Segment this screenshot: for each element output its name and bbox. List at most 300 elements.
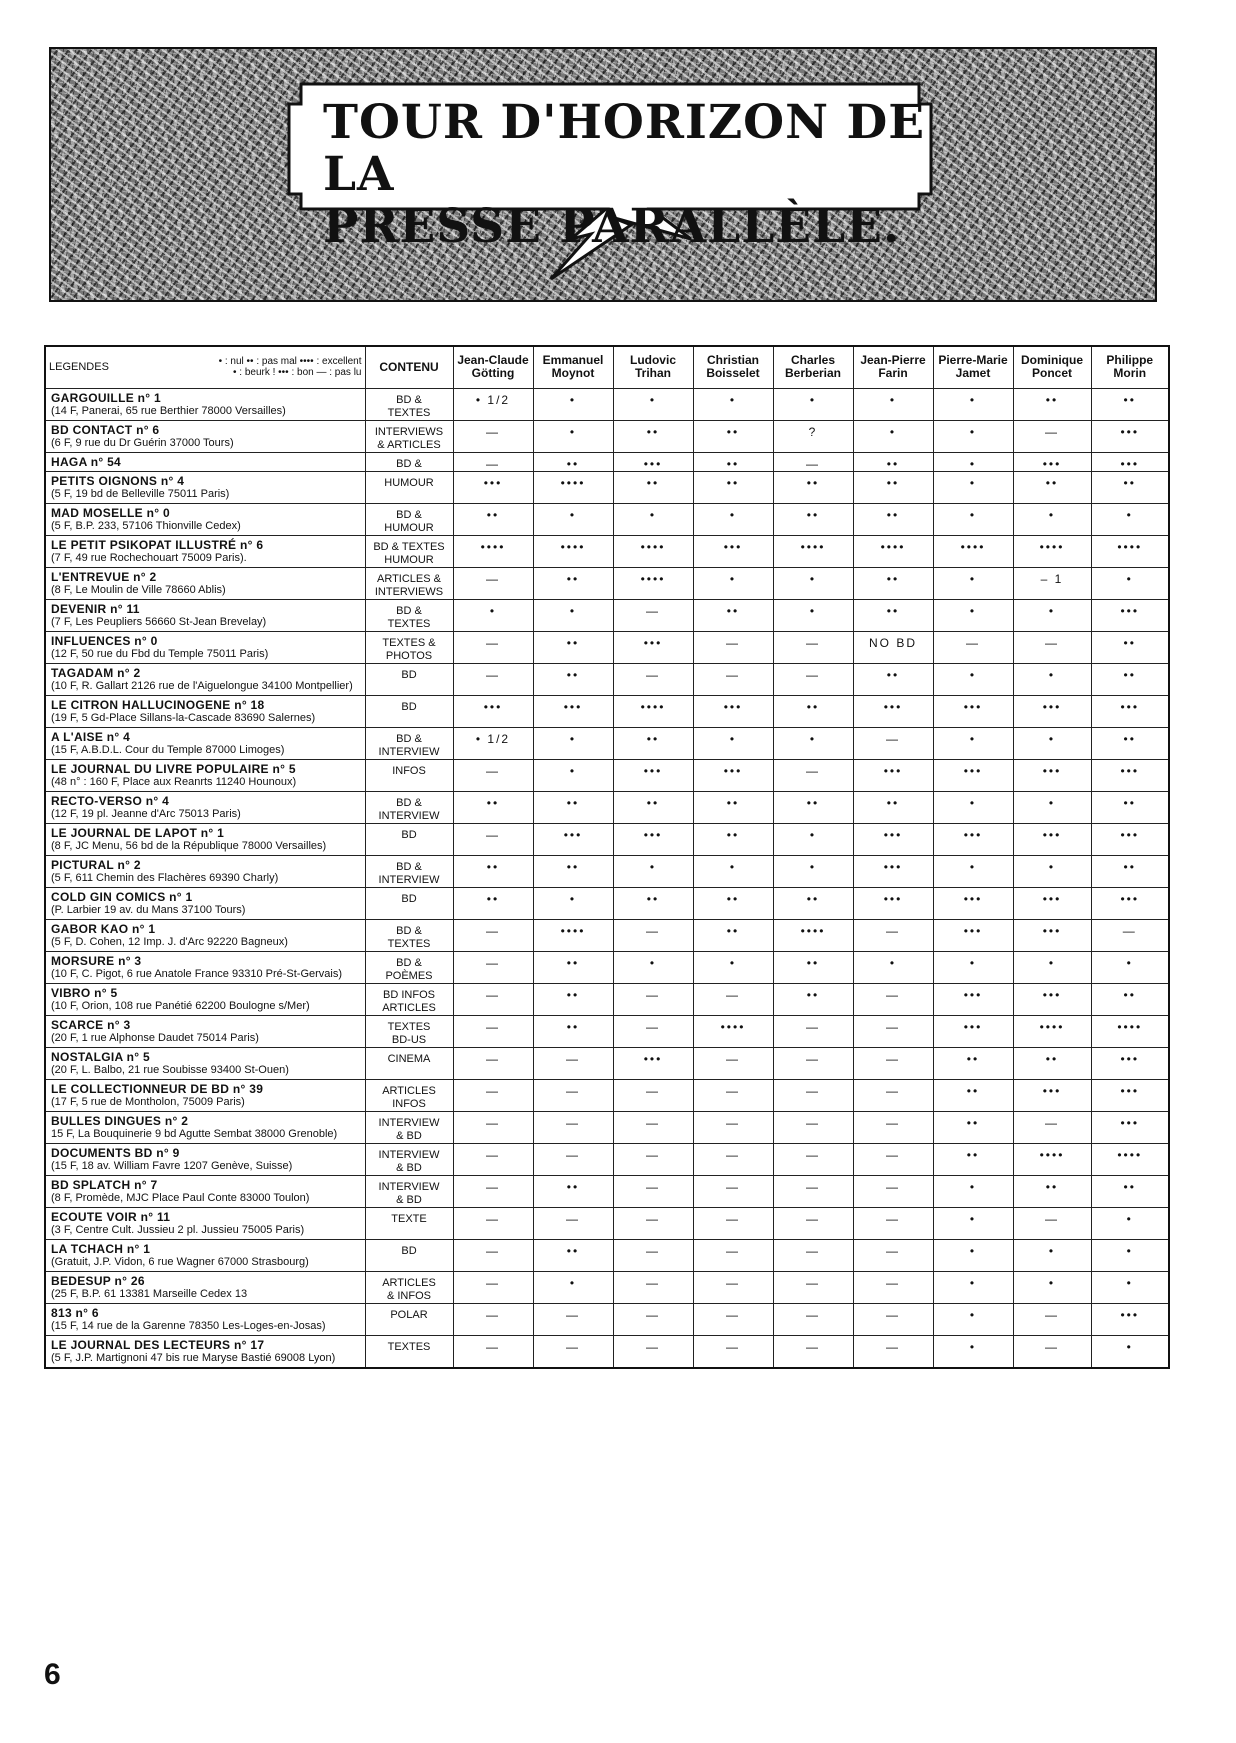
rating-cell: •• <box>1091 388 1169 420</box>
rating-cell: •• <box>533 1175 613 1207</box>
rating-cell: — <box>773 1207 853 1239</box>
rating-cell: — <box>533 1079 613 1111</box>
content-cell <box>365 599 453 631</box>
review-address: (5 F, B.P. 233, 57106 Thionville Cedex) <box>51 519 241 532</box>
rating-cell: ••• <box>853 695 933 727</box>
critic-first-name: Jean-Pierre <box>860 353 926 368</box>
rating-cell: — <box>453 1015 533 1047</box>
content-line: BD & <box>396 457 422 470</box>
rating-cell: • <box>533 599 613 631</box>
rating-cell: ••• <box>613 1047 693 1079</box>
review-title-cell <box>45 759 365 791</box>
rating-cell: ••• <box>1013 695 1091 727</box>
rating-cell: — <box>613 599 693 631</box>
rating-cell: — <box>453 1271 533 1303</box>
rating-cell: •• <box>853 663 933 695</box>
rating-cell: — <box>773 1303 853 1335</box>
rating-cell: — <box>1013 631 1091 663</box>
review-address: (6 F, 9 rue du Dr Guérin 37000 Tours) <box>51 436 234 449</box>
review-address: (17 F, 5 rue de Montholon, 75009 Paris) <box>51 1095 245 1108</box>
content-line: INTERVIEW <box>378 1148 440 1161</box>
rating-cell: •• <box>693 823 773 855</box>
rating-cell: •• <box>533 983 613 1015</box>
rating-cell: •••• <box>613 535 693 567</box>
review-row <box>45 1111 1169 1143</box>
rating-cell: — <box>453 420 533 452</box>
review-address: (5 F, J.P. Martignoni 47 bis rue Maryse Bastié 69008 Lyon) <box>51 1351 336 1364</box>
rating-cell: ••• <box>933 887 1013 919</box>
content-cell <box>365 887 453 919</box>
critic-header <box>613 346 693 388</box>
rating-cell: — <box>693 1335 773 1368</box>
review-title-cell <box>45 1303 365 1335</box>
rating-cell: •• <box>853 471 933 503</box>
rating-cell: •• <box>1091 855 1169 887</box>
rating-cell: •• <box>453 887 533 919</box>
rating-cell: ••• <box>1013 1079 1091 1111</box>
rating-cell: • <box>1091 1239 1169 1271</box>
review-name: NOSTALGIA n° 5 <box>51 1049 150 1064</box>
rating-cell: • <box>533 388 613 420</box>
review-title-cell <box>45 535 365 567</box>
rating-cell: — <box>853 1335 933 1368</box>
rating-cell: — <box>453 1175 533 1207</box>
content-cell <box>365 1015 453 1047</box>
rating-cell: — <box>453 1207 533 1239</box>
review-name: PICTURAL n° 2 <box>51 857 141 872</box>
rating-cell: • <box>1091 567 1169 599</box>
rating-cell: •• <box>693 887 773 919</box>
content-cell <box>365 759 453 791</box>
review-title-cell <box>45 1175 365 1207</box>
critic-last-name: Moynot <box>551 366 595 381</box>
rating-cell: — <box>853 727 933 759</box>
critic-header <box>693 346 773 388</box>
content-line: HUMOUR <box>384 476 434 489</box>
rating-cell: • <box>933 388 1013 420</box>
rating-cell: ••• <box>1091 1303 1169 1335</box>
rating-cell: — <box>453 452 533 471</box>
review-row <box>45 1207 1169 1239</box>
review-title-cell <box>45 471 365 503</box>
content-line: BD <box>401 1244 417 1257</box>
review-address: (10 F, C. Pigot, 6 rue Anatole France 93310 Pré-St-Gervais) <box>51 967 343 980</box>
rating-cell: ••• <box>933 919 1013 951</box>
review-row <box>45 1175 1169 1207</box>
review-name: LE COLLECTIONNEUR DE BD n° 39 <box>51 1081 264 1096</box>
rating-cell: • <box>773 823 853 855</box>
page-number: 6 <box>44 1658 61 1691</box>
rating-cell: — <box>613 1335 693 1368</box>
review-name: HAGA n° 54 <box>51 454 122 469</box>
review-address: (10 F, Orion, 108 rue Panétié 62200 Boulogne s/Mer) <box>51 999 310 1012</box>
rating-cell: NO BD <box>853 631 933 663</box>
rating-cell: • <box>1013 727 1091 759</box>
review-title-cell <box>45 567 365 599</box>
critic-first-name: Charles <box>790 353 836 368</box>
critic-header <box>453 346 533 388</box>
rating-cell: •••• <box>933 535 1013 567</box>
review-row <box>45 823 1169 855</box>
critic-header <box>773 346 853 388</box>
rating-cell: — <box>453 663 533 695</box>
rating-cell: — <box>453 1335 533 1368</box>
rating-cell: — <box>613 1271 693 1303</box>
rating-cell: — <box>1013 420 1091 452</box>
rating-cell: — <box>693 1111 773 1143</box>
content-cell <box>365 695 453 727</box>
rating-cell: • <box>933 471 1013 503</box>
rating-cell: ••• <box>933 1015 1013 1047</box>
rating-cell: • <box>1091 503 1169 535</box>
content-line: BD & <box>396 796 422 809</box>
content-line: TEXTES <box>387 617 431 630</box>
rating-cell: — <box>613 1175 693 1207</box>
review-row <box>45 503 1169 535</box>
content-line: & ARTICLES <box>377 438 441 451</box>
rating-cell: — <box>453 759 533 791</box>
rating-cell: • <box>1013 951 1091 983</box>
content-line: TEXTE <box>391 1212 427 1225</box>
rating-cell: • <box>853 420 933 452</box>
rating-cell: — <box>613 1015 693 1047</box>
review-row <box>45 791 1169 823</box>
rating-cell: — <box>773 1239 853 1271</box>
review-title-cell <box>45 1015 365 1047</box>
content-cell <box>365 823 453 855</box>
critic-first-name: Ludovic <box>629 353 676 368</box>
rating-cell: • <box>773 855 853 887</box>
rating-cell: •• <box>1013 1047 1091 1079</box>
review-title-cell <box>45 631 365 663</box>
rating-cell: •• <box>693 919 773 951</box>
review-name: SCARCE n° 3 <box>51 1017 131 1032</box>
review-title-cell <box>45 1047 365 1079</box>
content-line: BD & <box>396 860 422 873</box>
rating-cell: •••• <box>533 919 613 951</box>
review-name: GARGOUILLE n° 1 <box>51 390 161 405</box>
critic-last-name: Trihan <box>634 366 671 381</box>
content-line: TEXTES <box>387 406 431 419</box>
rating-cell: — <box>773 1335 853 1368</box>
rating-cell: ••• <box>853 887 933 919</box>
rating-cell: • <box>613 855 693 887</box>
rating-cell: ••• <box>693 759 773 791</box>
rating-cell: — <box>453 1143 533 1175</box>
review-title-cell <box>45 503 365 535</box>
review-row <box>45 1303 1169 1335</box>
review-address: (15 F, 14 rue de la Garenne 78350 Les-Loges-en-Josas) <box>51 1319 326 1332</box>
rating-cell: ••• <box>1013 759 1091 791</box>
rating-cell: • <box>693 567 773 599</box>
rating-cell: •• <box>1091 471 1169 503</box>
rating-cell: • <box>693 727 773 759</box>
rating-cell: — <box>613 663 693 695</box>
rating-cell: — <box>613 1207 693 1239</box>
review-name: BD CONTACT n° 6 <box>51 422 160 437</box>
rating-cell: •• <box>693 452 773 471</box>
review-name: LE CITRON HALLUCINOGENE n° 18 <box>51 697 265 712</box>
review-title-cell <box>45 420 365 452</box>
reviews-body <box>45 388 1169 1368</box>
review-name: MAD MOSELLE n° 0 <box>51 505 170 520</box>
rating-cell: •• <box>933 1079 1013 1111</box>
review-name: LE PETIT PSIKOPAT ILLUSTRÉ n° 6 <box>51 537 264 552</box>
content-line: TEXTES & <box>382 636 436 649</box>
content-line: INFOS <box>392 764 426 777</box>
content-cell <box>365 452 453 471</box>
critic-first-name: Pierre-Marie <box>938 353 1008 368</box>
rating-cell: — <box>853 1239 933 1271</box>
content-line: CINEMA <box>387 1052 431 1065</box>
rating-cell: •• <box>773 951 853 983</box>
critic-last-name: Berberian <box>784 366 842 381</box>
content-line: INTERVIEWS <box>374 425 444 438</box>
rating-cell: — <box>613 919 693 951</box>
rating-cell: ••• <box>533 695 613 727</box>
rating-cell: • <box>1013 503 1091 535</box>
review-row <box>45 1015 1169 1047</box>
review-row <box>45 1335 1169 1368</box>
content-line: BD & <box>396 604 422 617</box>
review-row <box>45 1047 1169 1079</box>
review-name: INFLUENCES n° 0 <box>51 633 158 648</box>
content-line: BD & <box>396 956 422 969</box>
review-address: (7 F, 49 rue Rochechouart 75009 Paris). <box>51 551 247 564</box>
content-cell <box>365 1047 453 1079</box>
rating-cell: • <box>933 503 1013 535</box>
rating-cell: — <box>613 1143 693 1175</box>
rating-cell: — <box>693 1175 773 1207</box>
review-name: PETITS OIGNONS n° 4 <box>51 473 185 488</box>
review-address: (8 F, JC Menu, 56 bd de la République 78000 Versailles) <box>51 839 327 852</box>
review-address: (Gratuit, J.P. Vidon, 6 rue Wagner 67000 Strasbourg) <box>51 1255 309 1268</box>
content-cell <box>365 471 453 503</box>
content-line: HUMOUR <box>384 521 434 534</box>
review-address: (12 F, 19 pl. Jeanne d'Arc 75013 Paris) <box>51 807 241 820</box>
rating-cell: — <box>853 1175 933 1207</box>
rating-cell: ••• <box>613 823 693 855</box>
review-name: A L'AISE n° 4 <box>51 729 131 744</box>
content-line: BD & <box>396 393 422 406</box>
ratings-table-container <box>44 345 1168 1369</box>
critic-last-name: Jamet <box>955 366 991 381</box>
rating-cell: • <box>533 759 613 791</box>
content-line: ARTICLES <box>382 1084 436 1097</box>
rating-cell: • <box>853 388 933 420</box>
review-name: ECOUTE VOIR n° 11 <box>51 1209 171 1224</box>
content-cell <box>365 535 453 567</box>
rating-cell: • <box>933 420 1013 452</box>
rating-cell: • <box>1091 1271 1169 1303</box>
content-line: BD & TEXTES <box>373 540 445 553</box>
rating-cell: •••• <box>1013 535 1091 567</box>
review-row <box>45 535 1169 567</box>
rating-cell: •••• <box>1013 1015 1091 1047</box>
rating-cell: • <box>693 503 773 535</box>
rating-cell: • <box>1013 1239 1091 1271</box>
rating-cell: • <box>613 388 693 420</box>
rating-cell: •• <box>453 855 533 887</box>
rating-cell: — <box>693 1143 773 1175</box>
rating-cell: — <box>773 452 853 471</box>
review-row <box>45 1143 1169 1175</box>
critic-first-name: Christian <box>706 353 759 368</box>
rating-cell: ••• <box>853 855 933 887</box>
rating-cell: ••• <box>1091 887 1169 919</box>
header-row <box>45 346 1169 388</box>
review-row <box>45 951 1169 983</box>
rating-cell: ••• <box>933 695 1013 727</box>
content-cell <box>365 1271 453 1303</box>
review-title-cell <box>45 919 365 951</box>
rating-cell: •••• <box>773 919 853 951</box>
content-cell <box>365 567 453 599</box>
review-address: (10 F, R. Gallart 2126 rue de l'Aiguelongue 34100 Montpellier) <box>51 679 353 692</box>
review-row <box>45 855 1169 887</box>
rating-cell: ••• <box>933 759 1013 791</box>
content-line: BD INFOS <box>383 988 435 1001</box>
rating-cell: — <box>773 1015 853 1047</box>
rating-cell: •• <box>533 452 613 471</box>
rating-cell: •• <box>773 695 853 727</box>
rating-cell: • <box>1013 599 1091 631</box>
review-row <box>45 1271 1169 1303</box>
rating-cell: • <box>933 1335 1013 1368</box>
review-name: BEDESUP n° 26 <box>51 1273 145 1288</box>
content-line: & BD <box>396 1193 422 1206</box>
rating-cell: — <box>853 1079 933 1111</box>
content-line: POÈMES <box>385 969 433 982</box>
review-address: (3 F, Centre Cult. Jussieu 2 pl. Jussieu 75005 Paris) <box>51 1223 305 1236</box>
review-row <box>45 887 1169 919</box>
rating-cell: • <box>933 791 1013 823</box>
rating-cell: •• <box>773 503 853 535</box>
rating-cell: • <box>773 727 853 759</box>
review-row <box>45 567 1169 599</box>
rating-cell: • <box>533 1271 613 1303</box>
rating-cell: •••• <box>1091 1143 1169 1175</box>
content-line: TEXTES <box>387 1340 431 1353</box>
rating-cell: — <box>1091 919 1169 951</box>
rating-cell: • <box>1013 791 1091 823</box>
content-cell <box>365 663 453 695</box>
rating-cell: — <box>853 1207 933 1239</box>
critic-last-name: Boisselet <box>706 366 760 381</box>
rating-cell: • <box>933 1303 1013 1335</box>
title-banner <box>49 47 1157 302</box>
rating-cell: — <box>773 1143 853 1175</box>
rating-cell: •• <box>533 631 613 663</box>
content-cell <box>365 1335 453 1368</box>
rating-cell: •• <box>693 599 773 631</box>
rating-cell: ••• <box>1091 759 1169 791</box>
rating-cell: — <box>613 1239 693 1271</box>
content-line: BD-US <box>391 1033 427 1046</box>
critic-header <box>533 346 613 388</box>
rating-cell: ? <box>773 420 853 452</box>
content-cell <box>365 855 453 887</box>
review-title-cell <box>45 1207 365 1239</box>
rating-cell: — <box>773 663 853 695</box>
rating-cell: — <box>613 1111 693 1143</box>
rating-cell: — <box>693 1303 773 1335</box>
rating-cell: •• <box>773 791 853 823</box>
review-name: DEVENIR n° 11 <box>51 601 140 616</box>
rating-cell: — <box>773 1079 853 1111</box>
rating-cell: ••• <box>533 823 613 855</box>
rating-cell: • <box>453 599 533 631</box>
rating-cell: — <box>453 1047 533 1079</box>
review-name: LE JOURNAL DES LECTEURS n° 17 <box>51 1337 265 1352</box>
rating-cell: — <box>693 983 773 1015</box>
rating-cell: •••• <box>1013 1143 1091 1175</box>
rating-cell: •••• <box>613 695 693 727</box>
review-title-cell <box>45 887 365 919</box>
content-line: INTERVIEW <box>378 873 440 886</box>
review-row <box>45 471 1169 503</box>
review-title-cell <box>45 1239 365 1271</box>
rating-cell: — <box>773 1047 853 1079</box>
rating-cell: • <box>933 727 1013 759</box>
legend-row-2: • : beurk ! ••• : bon — : pas lu <box>232 367 362 379</box>
rating-cell: •• <box>533 663 613 695</box>
rating-cell: — <box>933 631 1013 663</box>
critic-first-name: Emmanuel <box>542 353 604 368</box>
content-line: BD & <box>396 732 422 745</box>
review-row <box>45 919 1169 951</box>
rating-cell: — <box>693 1207 773 1239</box>
rating-cell: •• <box>933 1047 1013 1079</box>
rating-cell: — <box>853 1015 933 1047</box>
content-cell <box>365 791 453 823</box>
rating-cell: ••• <box>1091 1047 1169 1079</box>
content-line: BD & <box>396 924 422 937</box>
review-name: 813 n° 6 <box>51 1305 99 1320</box>
rating-cell: •• <box>853 599 933 631</box>
review-title-cell <box>45 855 365 887</box>
review-name: TAGADAM n° 2 <box>51 665 141 680</box>
rating-cell: — <box>453 1303 533 1335</box>
rating-cell: •• <box>533 855 613 887</box>
rating-cell: • <box>613 951 693 983</box>
rating-cell: — <box>533 1335 613 1368</box>
rating-cell: — <box>613 1303 693 1335</box>
contenu-header: CONTENU <box>365 346 453 388</box>
rating-cell: — <box>533 1143 613 1175</box>
content-line: & BD <box>396 1129 422 1142</box>
rating-cell: — <box>533 1303 613 1335</box>
rating-cell: — <box>773 759 853 791</box>
review-address: (8 F, Le Moulin de Ville 78660 Ablis) <box>51 583 226 596</box>
review-title-cell <box>45 1079 365 1111</box>
rating-cell: ••• <box>613 631 693 663</box>
content-cell <box>365 983 453 1015</box>
rating-cell: •• <box>773 471 853 503</box>
rating-cell: • <box>933 663 1013 695</box>
rating-cell: — <box>853 1143 933 1175</box>
review-address: (5 F, D. Cohen, 12 Imp. J. d'Arc 92220 Bagneux) <box>51 935 288 948</box>
rating-cell: •• <box>1013 471 1091 503</box>
review-name: GABOR KAO n° 1 <box>51 921 156 936</box>
rating-cell: •••• <box>533 471 613 503</box>
rating-cell: •• <box>533 1015 613 1047</box>
rating-cell: ••• <box>1013 887 1091 919</box>
review-title-cell <box>45 823 365 855</box>
review-title-cell <box>45 791 365 823</box>
content-cell <box>365 420 453 452</box>
content-line: INFOS <box>392 1097 426 1110</box>
